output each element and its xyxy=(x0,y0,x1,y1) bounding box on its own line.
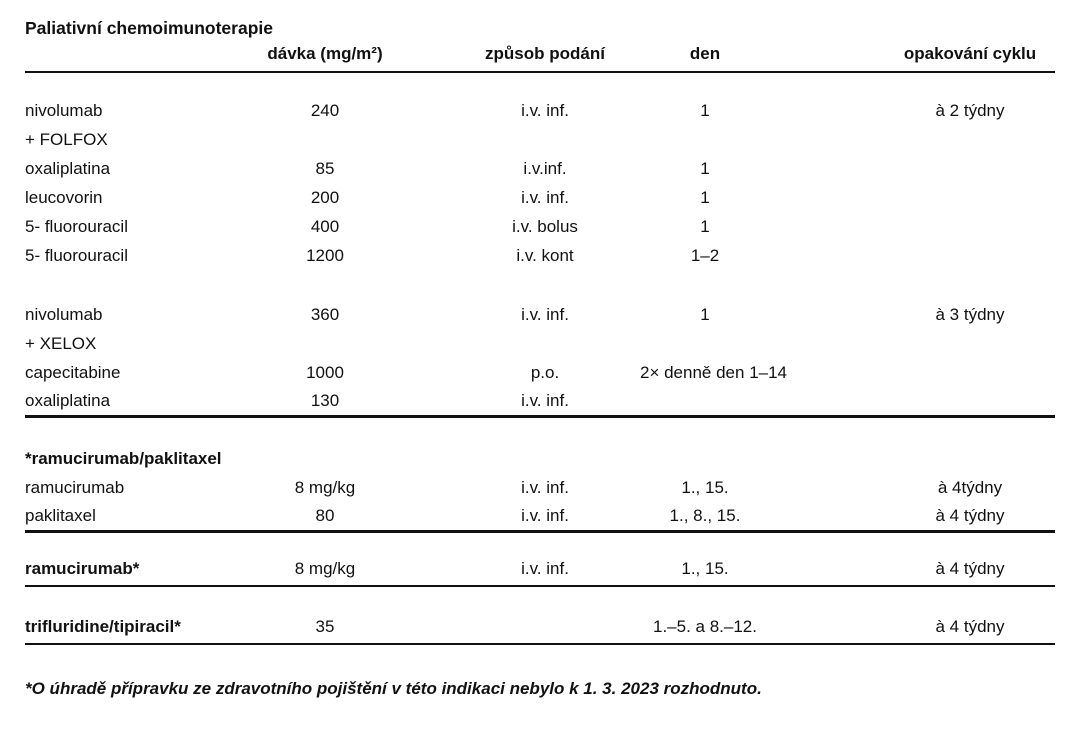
cell-route: i.v.inf. xyxy=(523,158,567,178)
cell-dose: 85 xyxy=(315,158,335,178)
cell-dose: 130 xyxy=(240,387,410,416)
spacer-row xyxy=(25,586,1055,611)
spacer-cell xyxy=(25,586,1055,611)
table-row xyxy=(25,502,1055,531)
cell-dose xyxy=(240,329,410,358)
cell-cycle: à 4 týdny xyxy=(810,611,1055,644)
table-row xyxy=(25,611,1055,644)
cell-dose: 200 xyxy=(310,187,340,207)
cell-name: ramucirumab xyxy=(25,477,125,497)
cell-route: p.o. xyxy=(530,362,560,382)
table-row xyxy=(25,125,1055,154)
cell-day: 1 xyxy=(700,304,710,324)
cell-dose: 360 xyxy=(310,304,340,324)
spacer-row xyxy=(25,270,1055,300)
page-title: Paliativní chemoimunoterapie xyxy=(25,18,273,38)
cell-dose: 1200 xyxy=(306,245,344,265)
cell-cycle xyxy=(810,444,1055,473)
cell-dose: 35 xyxy=(240,611,410,644)
cell-dose xyxy=(240,444,410,473)
cell-route: i.v. kont xyxy=(516,245,574,265)
cell-name: leucovorin xyxy=(25,187,103,207)
cell-dose xyxy=(240,125,410,154)
cell-name: 5- fluorouracil xyxy=(25,245,128,265)
cell-dose: 400 xyxy=(310,216,340,236)
cell-cycle xyxy=(810,387,1055,416)
cell-dose: 8 mg/kg xyxy=(294,477,356,497)
cell-day xyxy=(640,444,810,473)
cell-cycle xyxy=(810,154,1055,183)
cell-day xyxy=(640,125,810,154)
col-header-dose: dávka (mg/m²) xyxy=(240,40,410,72)
cell-cycle xyxy=(810,358,1055,387)
cell-route: i.v. inf. xyxy=(521,304,569,324)
cell-dose: 8 mg/kg xyxy=(240,553,410,586)
table-row xyxy=(25,553,1055,586)
table-row xyxy=(25,300,1055,329)
col-header-name xyxy=(25,40,240,72)
cell-route: i.v. inf. xyxy=(521,477,569,497)
cell-day: 1–2 xyxy=(690,245,720,265)
cell-day: 1 xyxy=(700,187,710,207)
col-header-day: den xyxy=(640,40,810,72)
cell-name: oxaliplatina xyxy=(25,387,240,416)
col-header-route: způsob podání xyxy=(410,40,640,72)
table-row xyxy=(25,387,1055,416)
table-row xyxy=(25,183,1055,212)
table-row xyxy=(25,96,1055,125)
cell-route: i.v. inf. xyxy=(410,387,640,416)
cell-route xyxy=(410,329,640,358)
cell-route xyxy=(410,125,640,154)
cell-name: capecitabine xyxy=(25,362,121,382)
cell-cycle: à 4 týdny xyxy=(810,502,1055,531)
cell-dose: 240 xyxy=(310,100,340,120)
cell-day: 1., 15. xyxy=(640,553,810,586)
cell-day: 1 xyxy=(700,158,710,178)
cell-day: 1 xyxy=(700,100,710,120)
cell-cycle xyxy=(810,329,1055,358)
table-row xyxy=(25,212,1055,241)
table-row xyxy=(25,154,1055,183)
cell-day xyxy=(640,387,810,416)
cell-route: i.v. inf. xyxy=(410,502,640,531)
cell-name: oxaliplatina xyxy=(25,158,111,178)
spacer-cell xyxy=(25,531,1055,553)
cell-cycle: à 4týdny xyxy=(937,477,1003,497)
cell-cycle xyxy=(810,183,1055,212)
table-row xyxy=(25,444,1055,473)
cell-name: paklitaxel xyxy=(25,502,240,531)
spacer-cell xyxy=(25,72,1055,96)
cell-day xyxy=(640,329,810,358)
table-row xyxy=(25,241,1055,270)
cell-cycle xyxy=(810,125,1055,154)
cell-name: 5- fluorouracil xyxy=(25,216,128,236)
cell-name: nivolumab xyxy=(25,304,103,324)
footnote: *O úhradě přípravku ze zdravotního pojištění v této indikaci nebylo k 1. 3. 2023 rozhodnuto. xyxy=(25,679,762,698)
cell-route: i.v. inf. xyxy=(521,187,569,207)
cell-route: i.v. inf. xyxy=(410,553,640,586)
cell-name: trifluridine/tipiracil* xyxy=(25,611,240,644)
table-header xyxy=(25,40,1055,72)
cell-route xyxy=(410,444,640,473)
cell-day: 1., 8., 15. xyxy=(640,502,810,531)
table-row xyxy=(25,473,1055,502)
spacer-cell xyxy=(25,416,1055,444)
header-row xyxy=(25,40,1055,72)
table-row xyxy=(25,358,1055,387)
cell-day: 1.–5. a 8.–12. xyxy=(640,611,810,644)
cell-cycle xyxy=(810,241,1055,270)
spacer-cell xyxy=(25,270,1055,300)
cell-name: + FOLFOX xyxy=(25,129,108,149)
col-header-cycle: opakování cyklu xyxy=(810,40,1055,72)
cell-day: 1 xyxy=(700,216,710,236)
cell-day: 2× denně den 1–14 xyxy=(640,362,788,382)
table-body xyxy=(25,72,1055,644)
cell-dose: 80 xyxy=(240,502,410,531)
table-row xyxy=(25,329,1055,358)
cell-route: i.v. inf. xyxy=(521,100,569,120)
spacer-row xyxy=(25,531,1055,553)
cell-name: *ramucirumab/paklitaxel xyxy=(25,448,222,468)
cell-name: + XELOX xyxy=(25,333,97,353)
cell-name: ramucirumab* xyxy=(25,553,240,586)
spacer-row xyxy=(25,72,1055,96)
cell-cycle: à 2 týdny xyxy=(935,100,1005,120)
cell-cycle: à 4 týdny xyxy=(810,553,1055,586)
cell-dose: 1000 xyxy=(306,362,344,382)
cell-cycle xyxy=(810,212,1055,241)
cell-cycle: à 3 týdny xyxy=(935,304,1005,324)
cell-day: 1., 15. xyxy=(681,477,729,497)
cell-route xyxy=(410,611,640,644)
cell-name: nivolumab xyxy=(25,100,103,120)
chemo-regimen-table xyxy=(25,40,1055,645)
cell-route: i.v. bolus xyxy=(512,216,578,236)
spacer-row xyxy=(25,416,1055,444)
